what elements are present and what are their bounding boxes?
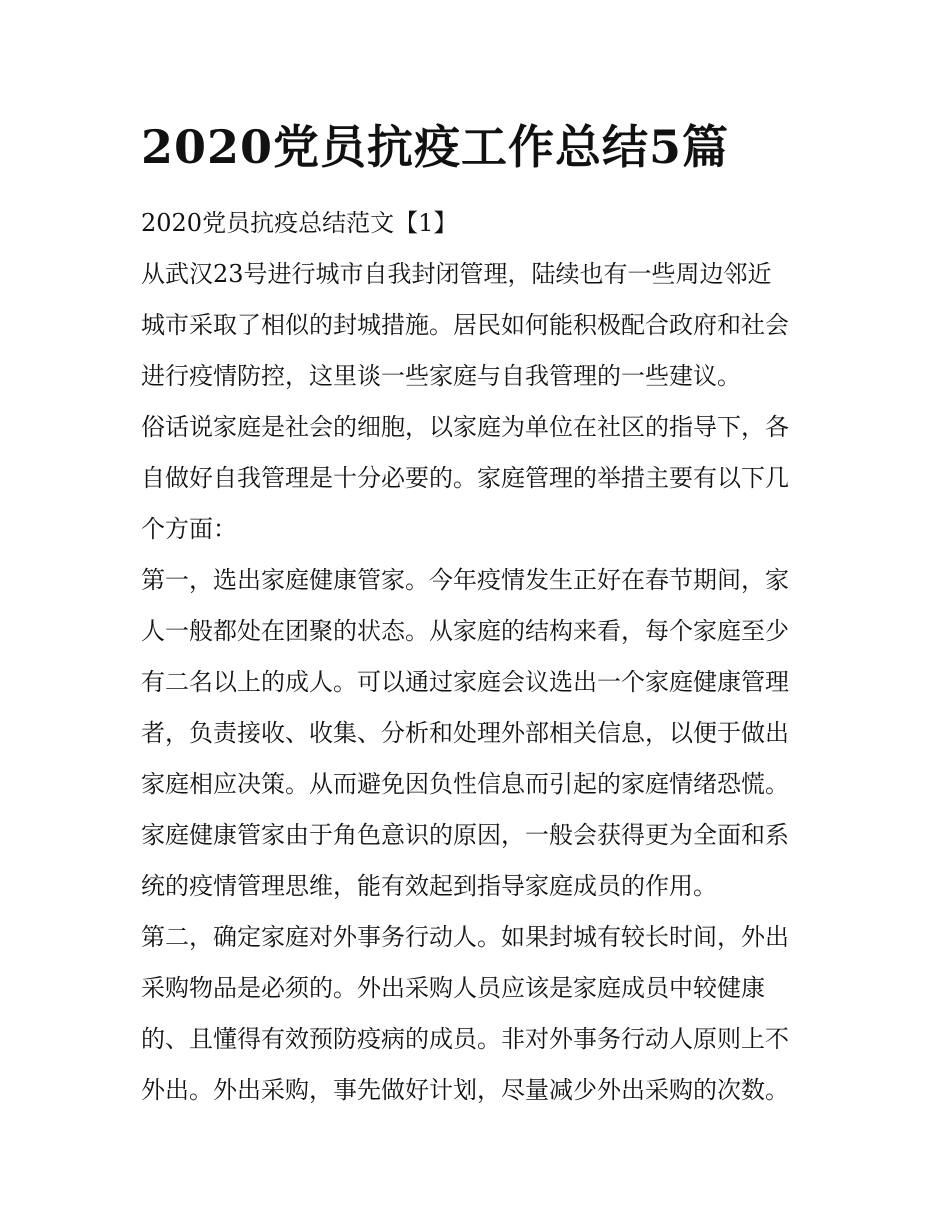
body-line: 有二名以上的成人。可以通过家庭会议选出一个家庭健康管理 bbox=[141, 668, 789, 696]
body-line: 第二，确定家庭对外事务行动人。如果封城有较长时间，外出 bbox=[141, 923, 789, 951]
body-line: 自做好自我管理是十分必要的。家庭管理的举措主要有以下几 bbox=[141, 464, 789, 492]
body-line: 家庭健康管家由于角色意识的原因，一般会获得更为全面和系 bbox=[141, 821, 789, 849]
body-line: 外出。外出采购，事先做好计划，尽量减少外出采购的次数。 bbox=[141, 1076, 789, 1104]
section-heading: 2020党员抗疫总结范文【1】 bbox=[141, 209, 458, 237]
body-line: 从武汉23号进行城市自我封闭管理，陆续也有一些周边邻近 bbox=[141, 260, 772, 288]
body-line: 者，负责接收、收集、分析和处理外部相关信息，以便于做出 bbox=[141, 719, 789, 747]
body-line: 的、且懂得有效预防疫病的成员。非对外事务行动人原则上不 bbox=[141, 1025, 789, 1053]
body-line: 采购物品是必须的。外出采购人员应该是家庭成员中较健康 bbox=[141, 974, 765, 1002]
body-line: 个方面： bbox=[141, 515, 237, 543]
body-line: 进行疫情防控，这里谈一些家庭与自我管理的一些建议。 bbox=[141, 362, 741, 390]
document-title: 2020党员抗疫工作总结5篇 bbox=[141, 120, 730, 174]
body-line: 城市采取了相似的封城措施。居民如何能积极配合政府和社会 bbox=[141, 311, 789, 339]
body-line: 人一般都处在团聚的状态。从家庭的结构来看，每个家庭至少 bbox=[141, 617, 789, 645]
body-line: 家庭相应决策。从而避免因负性信息而引起的家庭情绪恐慌。 bbox=[141, 770, 789, 798]
body-line: 统的疫情管理思维，能有效起到指导家庭成员的作用。 bbox=[141, 872, 717, 900]
document-body bbox=[141, 198, 816, 1116]
body-line: 第一，选出家庭健康管家。今年疫情发生正好在春节期间，家 bbox=[141, 566, 789, 594]
body-line: 俗话说家庭是社会的细胞，以家庭为单位在社区的指导下，各 bbox=[141, 413, 789, 441]
